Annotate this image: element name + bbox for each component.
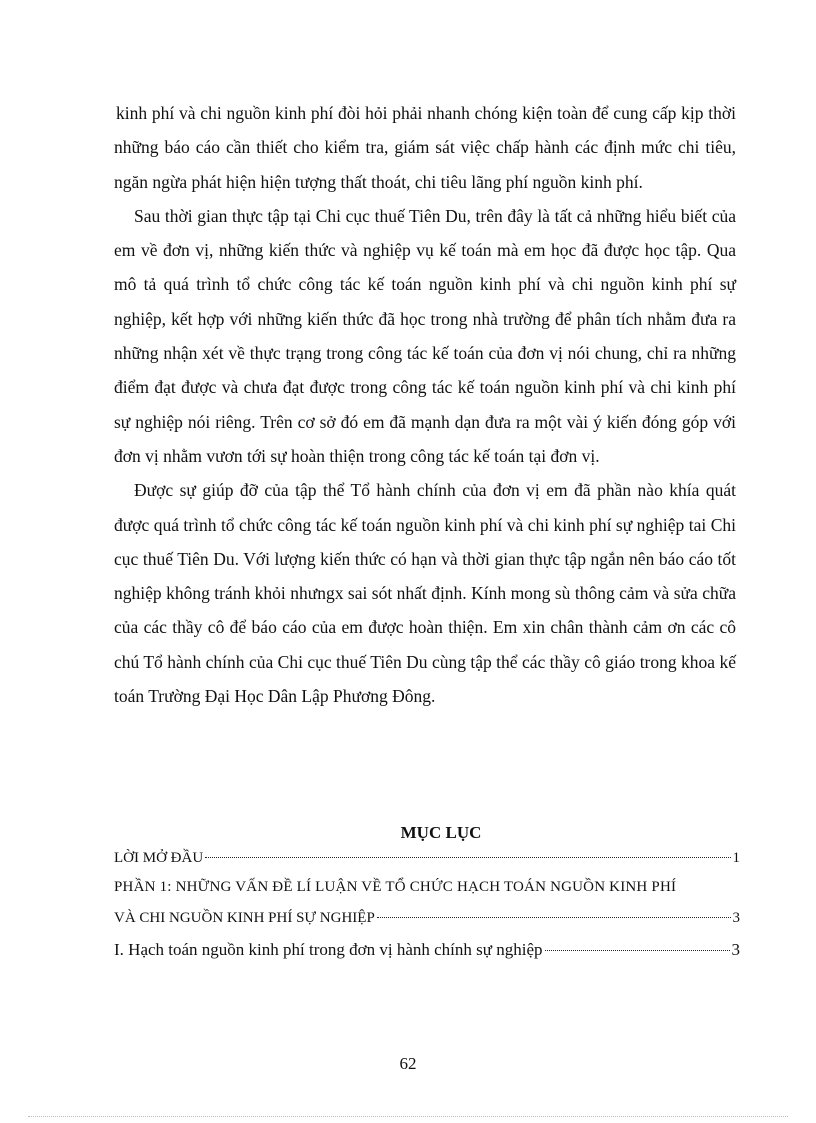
toc-entry-intro: [114, 844, 740, 872]
footer-divider: [28, 1116, 788, 1117]
toc-entry-section-1: [114, 934, 740, 966]
body-text: [114, 96, 736, 713]
toc-entry-page: 1: [732, 850, 740, 866]
paragraph-3: Được sự giúp đỡ của tập thể Tổ hành chính của đơn vị em đã phần nào khía quát được quá trình tổ chức công tác kế toán nguồn kinh phí và chi kinh phí sự nghiệp tai Chi cục thuế Tiên Du. Với lượng kiến thức có hạn và thời gian thực tập ngắn nên báo cáo tốt nghiệp không tránh khỏi nhưngx sai sót nhất định. Kính mong sù thông cảm và sửa chữa của các thầy cô để báo cáo của em được hoàn thiện. Em xin chân thành cảm ơn các cô chú Tổ hành chính của Chi cục thuế Tiên Du cùng tập thể các thầy cô giáo trong khoa kế toán Trường Đại Học Dân Lập Phương Đông.: [114, 480, 736, 707]
toc-leader-dots: [205, 857, 730, 858]
toc-entry-page: 3: [731, 940, 740, 959]
table-of-contents: [114, 822, 740, 966]
toc-leader-dots: [545, 950, 730, 951]
toc-title: MỤC LỤC: [400, 823, 482, 842]
toc-entry-page: 3: [732, 910, 740, 926]
toc-leader-dots: [377, 917, 731, 918]
page-number: 62: [399, 1054, 417, 1073]
toc-entry-text: I. Hạch toán nguồn kinh phí trong đơn vị hành chính sự nghiệp: [114, 940, 543, 959]
paragraph-2: Sau thời gian thực tập tại Chi cục thuế Tiên Du, trên đây là tất cả những hiểu biết của em về đơn vị, những kiến thức và nghiệp vụ kế toán mà em học đã được học tập. Qua mô tả quá trình tổ chức công tác kế toán nguồn kinh phí và chi nguồn kinh phí sự nghiệp, kết hợp với những kiến thức đã học trong nhà trường để phân tích nhằm đưa ra những nhận xét về thực trạng trong công tác kế toán của đơn vị nói chung, chỉ ra những điểm đạt được và chưa đạt được trong công tác kế toán nguồn kinh phí và chi kinh phí sự nghiệp nói riêng. Trên cơ sở đó em đã mạnh dạn đưa ra một vài ý kiến đóng góp với đơn vị nhằm vươn tới sự hoàn thiện trong công tác kế toán tại đơn vị.: [114, 205, 736, 466]
toc-entry-text: LỜI MỞ ĐẦU: [114, 850, 204, 866]
toc-entry-part1-line1: PHẦN 1: NHỮNG VẤN ĐỀ LÍ LUẬN VỀ TỔ CHỨC HẠCH TOÁN NGUỒN KINH PHÍ: [114, 879, 677, 895]
paragraph-1: kinh phí và chi nguồn kinh phí đòi hỏi phải nhanh chóng kiện toàn để cung cấp kịp thời những báo cáo cần thiết cho kiểm tra, giám sát việc chấp hành các định mức chi tiêu, ngăn ngừa phát hiện hiện tượng thất thoát, chi tiêu lãng phí nguồn kinh phí.: [114, 103, 736, 192]
toc-entry-text: VÀ CHI NGUỒN KINH PHÍ SỰ NGHIỆP: [114, 910, 375, 926]
toc-entry-part1: [114, 902, 740, 934]
